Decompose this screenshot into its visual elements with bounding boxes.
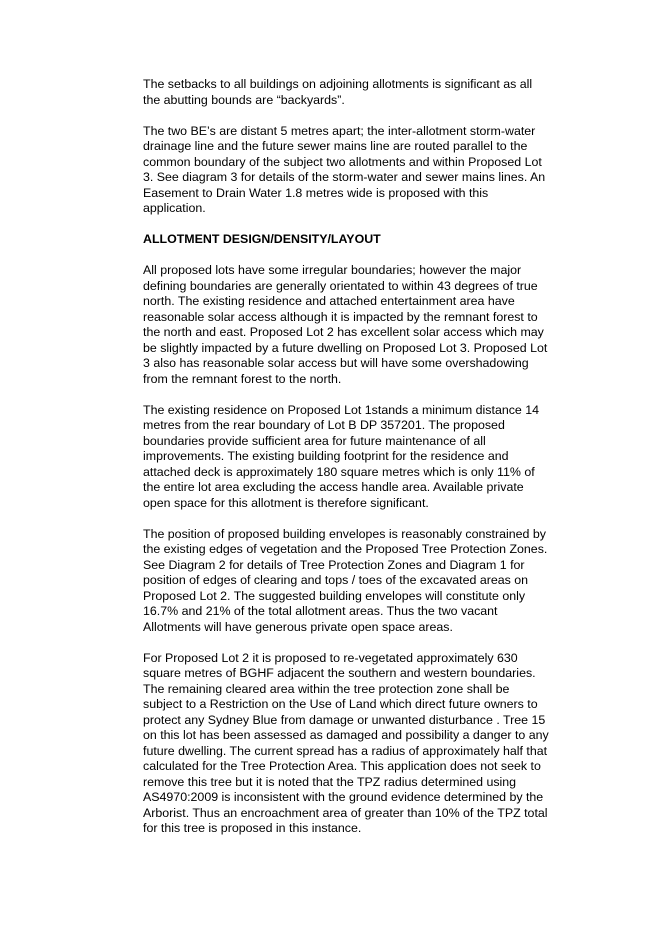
- paragraph-existing-residence: The existing residence on Proposed Lot 1stands a minimum distance 14 metres from the rear boundary of Lot B DP 357201. The proposed boundaries provide sufficient area for future maintenance of all improvements. The existing building footprint for the residence and attached deck is approximately 180 square metres which is only 11% of the entire lot area excluding the access handle area. Available private open space for this allotment is therefore significant.: [143, 402, 540, 510]
- paragraph-solar-access: All proposed lots have some irregular boundaries; however the major defining boundaries are generally orientated to within 43 degrees of true north. The existing residence and attached entertainment area have reasonable solar access although it is impacted by the remnant forest to the north and east. Proposed Lot 2 has excellent solar access which may be slightly impacted by a future dwelling on Proposed Lot 3. Proposed Lot 3 also has reasonable solar access but will have some overshadowing from the remnant forest to the north.: [143, 263, 548, 386]
- paragraph-building-envelopes-distance: The two BE’s are distant 5 metres apart; the inter-allotment storm-water drainage line and the future sewer mains line are routed parallel to the common boundary of the subject two allotments and within Proposed Lot 3. See diagram 3 for details of the storm-water and sewer mains lines. An Easement to Drain Water 1.8 metres wide is proposed with this application.: [143, 123, 546, 215]
- paragraph-revegetation: For Proposed Lot 2 it is proposed to re-vegetated approximately 630 square metres of BGHF adjacent the southern and western boundaries. The remaining cleared area within the tree protection zone shall be subject to a Restriction on the Use of Land which direct future owners to protect any Sydney Blue from damage or unwanted disturbance . Tree 15 on this lot has been assessed as damaged and possibility a danger to any future dwelling. The current spread has a radius of approximately half that calculated for the Tree Protection Area. This application does not seek to remove this tree but it is noted that the TPZ radius determined using AS4970:2009 is inconsistent with the ground evidence determined by the Arborist. Thus an encroachment area of greater than 10% of the TPZ total for this tree is proposed in this instance.: [143, 650, 549, 835]
- paragraph-setbacks: The setbacks to all buildings on adjoining allotments is significant as all the abutting bounds are “backyards”.: [143, 77, 533, 107]
- section-heading: ALLOTMENT DESIGN/DENSITY/LAYOUT: [143, 232, 381, 246]
- paragraph-building-envelopes-position: The position of proposed building envelopes is reasonably constrained by the existing edges of vegetation and the Proposed Tree Protection Zones. See Diagram 2 for details of Tree Protection Zones and Diagram 1 for position of edges of clearing and tops / toes of the excavated areas on Proposed Lot 2. The suggested building envelopes will constitute only 16.7% and 21% of the total allotment areas. Thus the two vacant Allotments will have generous private open space areas.: [143, 526, 548, 634]
- document-body: [143, 77, 583, 852]
